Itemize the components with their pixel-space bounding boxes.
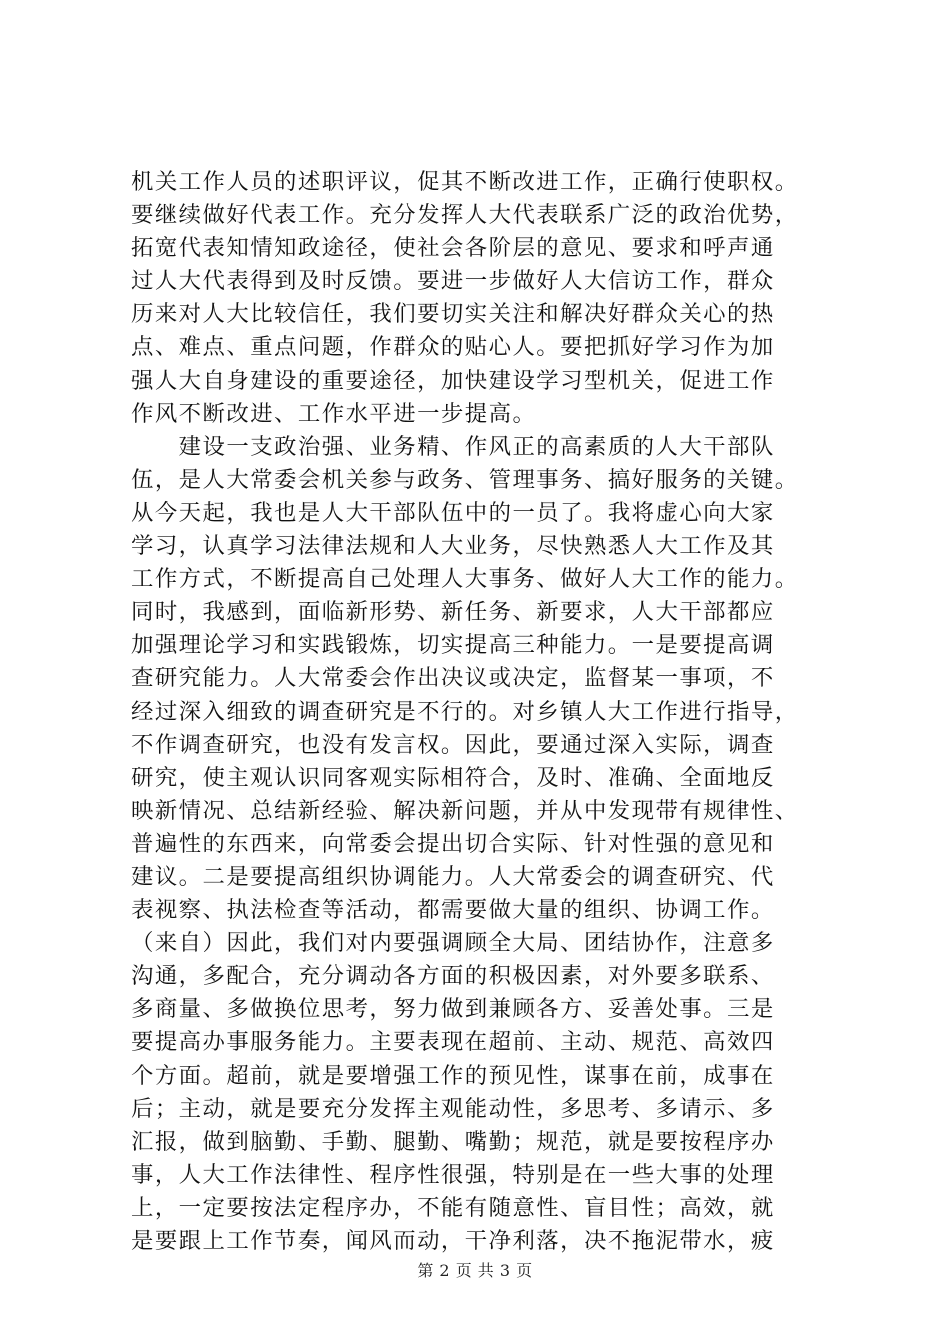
- page-number-footer: 第 2 页 共 3 页: [417, 1261, 533, 1280]
- text-line: 历来对人大比较信任，我们要切实关注和解决好群众关心的热: [131, 301, 775, 328]
- text-line: 要提高办事服务能力。主要表现在超前、主动、规范、高效四: [131, 1029, 775, 1056]
- text-line: 过人大代表得到及时反馈。要进一步做好人大信访工作，群众: [131, 268, 775, 295]
- text-line: 不作调查研究，也没有发言权。因此，要通过深入实际，调查: [131, 731, 775, 758]
- text-line: 个方面。超前，就是要增强工作的预见性，谋事在前，成事在: [131, 1062, 775, 1089]
- text-line: 多商量、多做换位思考，努力做到兼顾各方、妥善处事。三是: [131, 996, 775, 1023]
- text-line: 沟通，多配合，充分调动各方面的积极因素，对外要多联系、: [131, 963, 775, 990]
- text-line: 伍，是人大常委会机关参与政务、管理事务、搞好服务的关键。: [131, 466, 799, 493]
- text-line: 拓宽代表知情知政途径，使社会各阶层的意见、要求和呼声通: [131, 235, 775, 262]
- text-line: 作风不断改进、工作水平进一步提高。: [131, 400, 537, 427]
- text-line: （来自）因此，我们对内要强调顾全大局、团结协作，注意多: [131, 930, 775, 957]
- text-line: 事，人大工作法律性、程序性很强，特别是在一些大事的处理: [131, 1161, 775, 1188]
- text-line: 查研究能力。人大常委会作出决议或决定，监督某一事项，不: [131, 665, 775, 692]
- text-line: 表视察、执法检查等活动，都需要做大量的组织、协调工作。: [131, 897, 775, 924]
- text-line: 经过深入细致的调查研究是不行的。对乡镇人大工作进行指导，: [131, 698, 799, 725]
- text-line: 映新情况、总结新经验、解决新问题，并从中发现带有规律性、: [131, 797, 799, 824]
- text-line: 研究，使主观认识同客观实际相符合，及时、准确、全面地反: [131, 764, 775, 791]
- text-line: 机关工作人员的述职评议，促其不断改进工作，正确行使职权。: [131, 169, 799, 195]
- text-line: 同时，我感到，面临新形势、新任务、新要求，人大干部都应: [131, 599, 775, 626]
- text-line: 建议。二是要提高组织协调能力。人大常委会的调查研究、代: [131, 863, 775, 890]
- text-line: 从今天起，我也是人大干部队伍中的一员了。我将虚心向大家: [131, 499, 775, 526]
- text-line: 工作方式，不断提高自己处理人大事务、做好人大工作的能力。: [131, 566, 799, 593]
- body-text: [131, 166, 831, 1258]
- text-line: 要继续做好代表工作。充分发挥人大代表联系广泛的政治优势，: [131, 202, 799, 229]
- text-line: 后；主动，就是要充分发挥主观能动性，多思考、多请示、多: [131, 1095, 775, 1122]
- text-line: 汇报，做到脑勤、手勤、腿勤、嘴勤；规范，就是要按程序办: [131, 1128, 775, 1155]
- text-line: 学习，认真学习法律法规和人大业务，尽快熟悉人大工作及其: [131, 533, 775, 560]
- text-line: 点、难点、重点问题，作群众的贴心人。要把抓好学习作为加: [131, 334, 775, 361]
- text-line: 上，一定要按法定程序办，不能有随意性、盲目性；高效，就: [131, 1194, 775, 1221]
- text-line: 强人大自身建设的重要途径，加快建设学习型机关，促进工作: [131, 367, 775, 394]
- text-line: 普遍性的东西来，向常委会提出切合实际、针对性强的意见和: [131, 830, 775, 857]
- text-line: 加强理论学习和实践锻炼，切实提高三种能力。一是要提高调: [131, 632, 775, 659]
- text-line: 是要跟上工作节奏，闻风而动，干净利落，决不拖泥带水，疲: [131, 1228, 775, 1254]
- text-line: 建设一支政治强、业务精、作风正的高素质的人大干部队: [131, 433, 775, 460]
